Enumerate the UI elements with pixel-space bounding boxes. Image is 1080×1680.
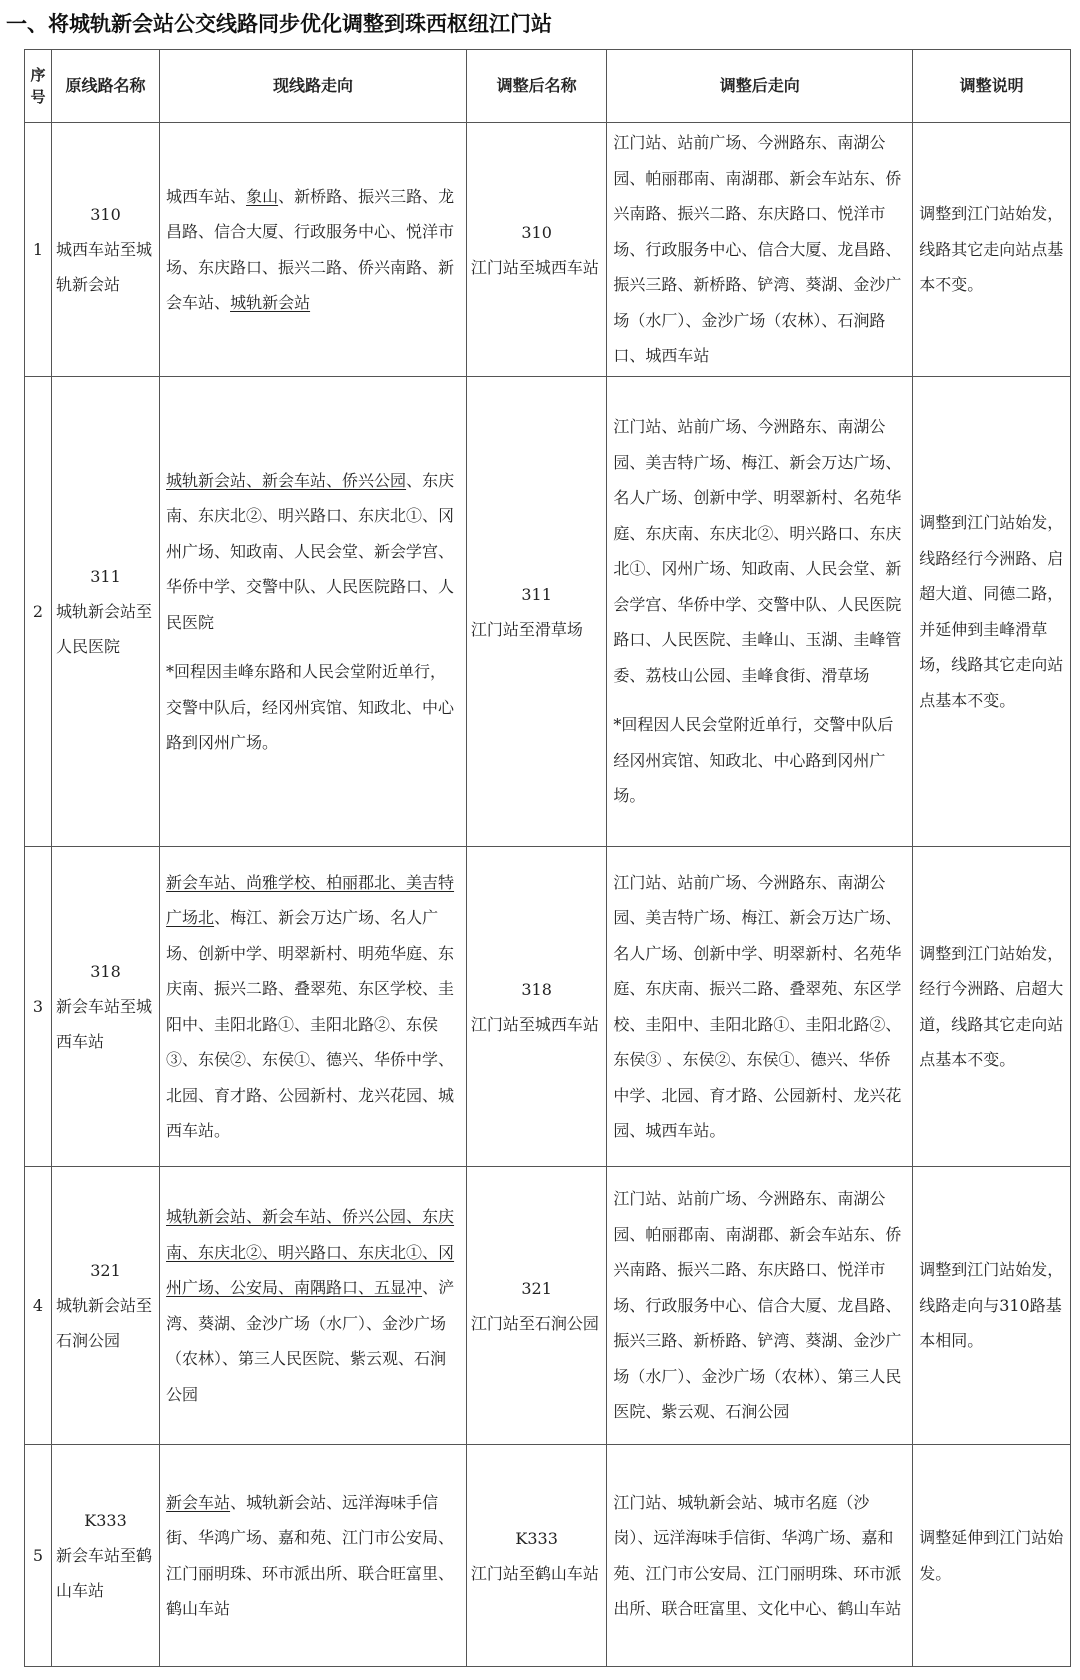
orig-line-cell [52, 847, 160, 1167]
note-cell [913, 1445, 1071, 1667]
current-route-text: 城西车站、 [166, 186, 247, 206]
current-route-footnote: *回程因圭峰东路和人民会堂附近单行，交警中队后，经冈州宾馆、知政北、中心路到冈州广场。 [166, 662, 455, 752]
new-line-no: 311 [521, 584, 552, 604]
orig-line-name: 城轨新会站至石涧公园 [56, 1296, 153, 1350]
orig-line-name: 新会车站至城西车站 [56, 997, 153, 1051]
new-line-cell [466, 1445, 606, 1667]
table-row [25, 847, 1071, 1167]
table-row [25, 123, 1071, 377]
header-idx: 序号 [25, 50, 52, 123]
note-cell [913, 1167, 1071, 1445]
new-route-cell [607, 1167, 913, 1445]
new-line-no: 310 [521, 222, 552, 242]
new-route-text: 江门站、城轨新会站、城市名庭（沙岗）、远洋海味手信街、华鸿广场、嘉和苑、江门市公安局、江门丽明珠、环市派出所、联合旺富里、文化中心、鹤山车站 [613, 1492, 902, 1618]
orig-line-cell [52, 1445, 160, 1667]
new-route-footnote: *回程因人民会堂附近单行，交警中队后经冈州宾馆、知政北、中心路到冈州广场。 [613, 715, 894, 806]
header-current-route: 现线路走向 [160, 50, 467, 123]
current-route-cell [160, 847, 467, 1167]
note-cell [913, 377, 1071, 847]
current-route-text: 、新桥路、振兴三路、龙昌路、信合大厦、行政服务中心、悦洋市场、东庆路口、振兴二路、侨兴南路、新会车站、 [166, 186, 455, 312]
current-route-text: 、东庆南、东庆北②、明兴路口、东庆北①、冈州广场、知政南、人民会堂、新会学宫、华侨中学、交警中队、人民医院路口、人民医院 [166, 470, 455, 632]
new-route-cell [607, 123, 913, 377]
row-index: 1 [25, 123, 52, 377]
row-index: 2 [25, 377, 52, 847]
row-index: 3 [25, 847, 52, 1167]
new-route-cell [607, 847, 913, 1167]
new-line-cell [466, 123, 606, 377]
new-route-cell [607, 1445, 913, 1667]
header-new-name: 调整后名称 [466, 50, 606, 123]
table-row [25, 1445, 1071, 1667]
orig-line-cell [52, 123, 160, 377]
new-route-cell [607, 377, 913, 847]
current-route-underlined: 新会车站 [166, 1492, 231, 1512]
current-route-underlined: 城轨新会站 [230, 293, 311, 312]
adjustment-note: 调整延伸到江门站始发。 [919, 1528, 1064, 1583]
new-line-cell [466, 847, 606, 1167]
current-route-underlined: 城轨新会站、新会车站、侨兴公园、东庆南、东庆北②、明兴路口、东庆北①、冈州广场、公安局、南隅路口、五显冲 [166, 1207, 455, 1297]
current-route-cell [160, 123, 467, 377]
orig-line-cell [52, 377, 160, 847]
adjustment-note: 调整到江门站始发，线路经行今洲路、启超大道、同德二路，并延伸到圭峰滑草场，线路其它走向站点基本不变。 [919, 513, 1064, 710]
table-row [25, 377, 1071, 847]
table-row [25, 1167, 1071, 1445]
current-route-text: 、梅江、新会万达广场、名人广场、创新中学、明翠新村、明苑华庭、东庆南、振兴二路、叠翠苑、东区学校、圭阳中、圭阳北路①、圭阳北路②、东侯③、东侯②、东侯①、德兴、华侨中学、北园、育才路、公园新村、龙兴花园、城西车站。 [166, 908, 455, 1140]
new-line-name: 江门站至石涧公园 [470, 1313, 599, 1333]
orig-line-name: 城西车站至城轨新会站 [56, 240, 153, 294]
new-line-no: 318 [521, 979, 552, 999]
orig-line-no: 310 [90, 205, 121, 224]
note-cell [913, 847, 1071, 1167]
row-index: 5 [25, 1445, 52, 1667]
orig-line-no: 318 [90, 962, 121, 981]
adjustment-note: 调整到江门站始发，线路走向与310路基本相同。 [919, 1260, 1064, 1351]
new-route-text: 江门站、站前广场、今洲路东、南湖公园、美吉特广场、梅江、新会万达广场、名人广场、创新中学、明翠新村、名苑华庭、东庆南、振兴二路、叠翠苑、东区学校、圭阳中、圭阳北路①、圭阳北路②、东侯③ 、东侯②、东侯①、德兴、华侨中学、北园、育才路、公园新村、龙兴花园、城西车站。 [613, 872, 902, 1140]
current-route-text: 、城轨新会站、远洋海味手信街、华鸿广场、嘉和苑、江门市公安局、江门丽明珠、环市派出所、联合旺富里、鹤山车站 [166, 1492, 455, 1618]
orig-line-cell [52, 1167, 160, 1445]
new-line-no: K333 [515, 1528, 558, 1548]
orig-line-no: 311 [90, 567, 121, 586]
current-route-underlined: 象山 [246, 186, 279, 206]
current-route-cell [160, 1167, 467, 1445]
header-row [25, 50, 1071, 123]
new-line-name: 江门站至城西车站 [470, 257, 599, 277]
new-line-no: 321 [521, 1278, 552, 1298]
new-line-name: 江门站至滑草场 [470, 619, 583, 639]
current-route-cell [160, 377, 467, 847]
header-orig-name: 原线路名称 [52, 50, 160, 123]
orig-line-name: 新会车站至鹤山车站 [56, 1546, 153, 1600]
orig-line-no: 321 [90, 1261, 121, 1280]
adjustment-note: 调整到江门站始发，线路其它走向站点基本不变。 [919, 204, 1064, 295]
header-new-route: 调整后走向 [607, 50, 913, 123]
new-line-name: 江门站至鹤山车站 [470, 1563, 599, 1583]
new-line-name: 江门站至城西车站 [470, 1014, 599, 1034]
new-line-cell [466, 1167, 606, 1445]
current-route-text: 、浐湾、葵湖、金沙广场（水厂）、金沙广场（农林）、第三人民医院、紫云观、石涧公园 [166, 1278, 455, 1404]
new-route-text: 江门站、站前广场、今洲路东、南湖公园、帕丽郡南、南湖郡、新会车站东、侨兴南路、振兴二路、东庆路口、悦洋市场、行政服务中心、信合大厦、龙昌路、振兴三路、新桥路、铲湾、葵湖、金沙广场（水厂）、金沙广场（农林）、石涧路口、城西车站 [613, 133, 902, 366]
current-route-underlined: 新会车站、尚雅学校、柏丽郡北、美吉特广场北 [166, 872, 455, 927]
new-route-text: 江门站、站前广场、今洲路东、南湖公园、美吉特广场、梅江、新会万达广场、名人广场、创新中学、明翠新村、名苑华庭、东庆南、东庆北②、明兴路口、东庆北①、冈州广场、知政南、人民会堂、新会学宫、华侨中学、交警中队、人民医院路口、人民医院、圭峰山、玉湖、圭峰管委、荔枝山公园、圭峰食街、滑草场 [613, 417, 902, 685]
current-route-underlined: 城轨新会站、新会车站、侨兴公园 [166, 470, 407, 490]
row-index: 4 [25, 1167, 52, 1445]
note-cell [913, 123, 1071, 377]
route-adjustment-table [24, 49, 1071, 1667]
current-route-cell [160, 1445, 467, 1667]
orig-line-no: K333 [84, 1511, 127, 1530]
section-heading: 一、将城轨新会站公交线路同步优化调整到珠西枢纽江门站 [6, 12, 552, 36]
header-note: 调整说明 [913, 50, 1071, 123]
adjustment-note: 调整到江门站始发，经行今洲路、启超大道，线路其它走向站点基本不变。 [919, 943, 1064, 1069]
new-line-cell [466, 377, 606, 847]
new-route-text: 江门站、站前广场、今洲路东、南湖公园、帕丽郡南、南湖郡、新会车站东、侨兴南路、振兴二路、东庆路口、悦洋市场、行政服务中心、信合大厦、龙昌路、振兴三路、新桥路、铲湾、葵湖、金沙广场（水厂）、金沙广场（农林）、第三人民医院、紫云观、石涧公园 [613, 1189, 902, 1422]
orig-line-name: 城轨新会站至人民医院 [56, 602, 153, 656]
